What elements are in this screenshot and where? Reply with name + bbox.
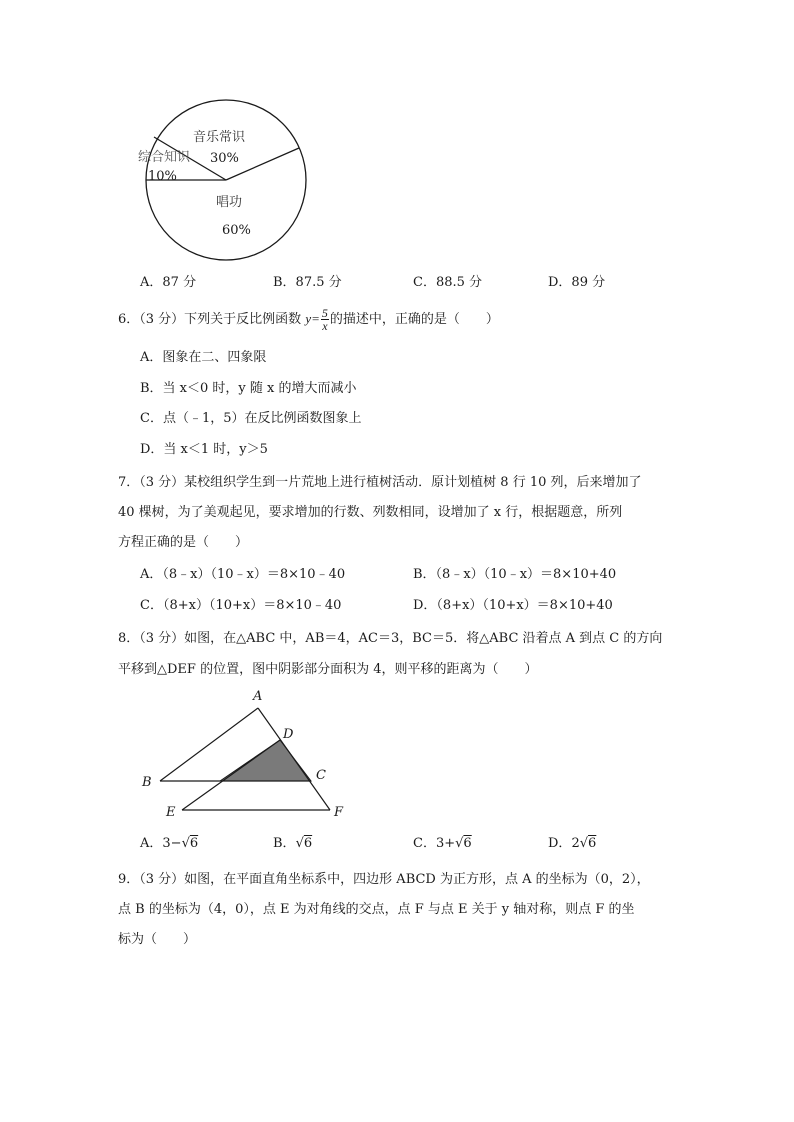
point-label-c: C [316, 768, 326, 783]
point-label-d: D [283, 727, 294, 742]
sqrt-icon: √ [181, 836, 190, 851]
point-label-f: F [334, 805, 344, 820]
q9-line-3: 标为（ ） [118, 932, 197, 947]
sqrt-icon: √ [295, 836, 304, 851]
q8-option-c-rad: 6 [463, 836, 472, 851]
q7-line-2: 40 棵树，为了美观起见，要求增加的行数、列数相同，设增加了 x 行，根据题意，所列 [118, 505, 623, 520]
q6-option-c: C．点（﹣1，5）在反比例函数图象上 [140, 411, 362, 426]
q5-option-a: A．87 分 [140, 275, 197, 290]
q5-option-b: B．87.5 分 [273, 275, 342, 290]
q7-option-d: D．（8+x）（10+x）＝8×10+40 [413, 598, 613, 613]
q7-option-b: B．（8﹣x）（10﹣x）＝8×10+40 [413, 567, 617, 582]
pie-percent-music: 30% [210, 151, 239, 166]
q8-line-1: 8．（3 分）如图，在△ABC 中，AB＝4，AC＝3，BC＝5．将△ABC 沿着点 A 到点 C 的方向 [118, 631, 663, 646]
q8-option-c-pre: 3+ [435, 836, 456, 851]
q8-option-d [548, 832, 596, 851]
q6-frac-den: x [322, 319, 328, 333]
q8-option-b-rad: 6 [303, 836, 313, 851]
q8-option-d-rad: 6 [588, 836, 597, 851]
sqrt-icon: √ [455, 836, 464, 851]
q8-line-2: 平移到△DEF 的位置，图中阴影部分面积为 4，则平移的距离为（ ） [118, 662, 538, 677]
q8-option-b-letter: B． [273, 836, 296, 851]
q6-suffix: 的描述中，正确的是（ ） [329, 312, 499, 327]
point-label-a: A [253, 689, 263, 704]
q5-option-c: C．88.5 分 [413, 275, 483, 290]
q7-option-c: C．（8+x）（10+x）＝8×10﹣40 [140, 598, 342, 613]
q8-option-c-letter: C． [413, 836, 436, 851]
pie-label-music: 音乐常识 [193, 130, 246, 145]
q8-option-d-letter: D． [548, 836, 572, 851]
q6-option-a: A．图象在二、四象限 [140, 350, 267, 365]
q8-option-a [140, 832, 198, 851]
q8-option-b [273, 832, 312, 851]
pie-label-singing: 唱功 [216, 195, 243, 210]
q9-line-1: 9．（3 分）如图，在平面直角坐标系中，四边形 ABCD 为正方形，点 A 的坐标为（0，2）， [118, 872, 650, 887]
q7-line-1: 7．（3 分）某校组织学生到一片荒地上进行植树活动．原计划植树 8 行 10 列，后来增加了 [118, 475, 642, 490]
pie-label-general: 综合知识 [138, 150, 191, 165]
q5-option-d: D．89 分 [548, 275, 606, 290]
q7-line-3: 方程正确的是（ ） [118, 535, 249, 550]
q8-option-a-pre: 3− [162, 836, 182, 851]
q8-option-d-pre: 2 [571, 836, 580, 851]
q8-option-a-letter: A． [140, 836, 163, 851]
q8-option-c [413, 832, 472, 851]
point-label-e: E [166, 805, 176, 820]
q9-line-2: 点 B 的坐标为（4，0），点 E 为对角线的交点，点 F 与点 E 关于 y 轴对称，则点 F 的坐 [118, 902, 635, 917]
q6-frac-num: 5 [321, 306, 328, 320]
q6-option-b: B．当 x＜0 时，y 随 x 的增大而减小 [140, 381, 357, 396]
point-label-b: B [142, 775, 152, 790]
pie-percent-singing: 60% [222, 223, 251, 238]
q6-func-y: y= [305, 311, 320, 326]
q6-option-d: D．当 x＜1 时，y＞5 [140, 442, 268, 457]
pie-percent-general: 10% [148, 169, 177, 184]
q8-option-a-rad: 6 [189, 836, 199, 851]
q7-option-a: A．（8﹣x）（10﹣x）＝8×10﹣40 [140, 567, 346, 582]
q6-prefix: 6．（3 分）下列关于反比例函数 [118, 312, 306, 327]
sqrt-icon: √ [579, 836, 589, 851]
shaded-region [220, 740, 311, 781]
